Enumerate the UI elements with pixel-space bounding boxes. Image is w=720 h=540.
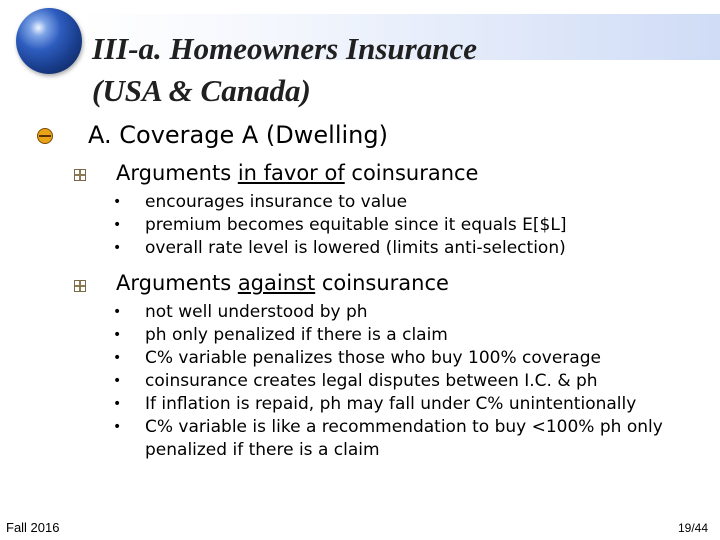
against-list (110, 301, 720, 462)
circle-bullet-icon (37, 128, 53, 144)
list-item: • ph only penalized if there is a claim (110, 324, 720, 347)
list-item: • C% variable is like a recommendation to buy <100% ph only penalized if there is a claim (110, 416, 720, 462)
list-item: • encourages insurance to value (110, 191, 566, 214)
against-prefix: Arguments (116, 271, 238, 295)
square-cross-bullet-icon (74, 169, 86, 181)
footer-term: Fall 2016 (6, 520, 60, 535)
favor-list (110, 191, 566, 260)
list-item: • premium becomes equitable since it equals E[$L] (110, 214, 566, 237)
favor-suffix: coinsurance (344, 161, 479, 185)
square-cross-bullet-icon (74, 280, 86, 292)
list-item: • not well understood by ph (110, 301, 720, 324)
list-item: • overall rate level is lowered (limits anti-selection) (110, 237, 566, 260)
against-underlined: against (237, 271, 316, 295)
favor-underlined: in favor of (237, 161, 345, 185)
slide-title-line1: III-a. Homeowners Insurance (92, 31, 477, 66)
globe-icon (16, 8, 82, 74)
list-item: • C% variable penalizes those who buy 100% coverage (110, 347, 720, 370)
slide-title-line2: (USA & Canada) (92, 73, 311, 108)
favor-subheading (116, 160, 478, 186)
against-suffix: coinsurance (315, 271, 449, 295)
section-heading: A. Coverage A (Dwelling) (88, 121, 388, 149)
list-item: • coinsurance creates legal disputes between I.C. & ph (110, 370, 720, 393)
page-number: 19/44 (677, 521, 708, 535)
list-item: • If inflation is repaid, ph may fall under C% unintentionally (110, 393, 720, 416)
against-subheading (116, 270, 449, 296)
favor-prefix: Arguments (116, 161, 238, 185)
